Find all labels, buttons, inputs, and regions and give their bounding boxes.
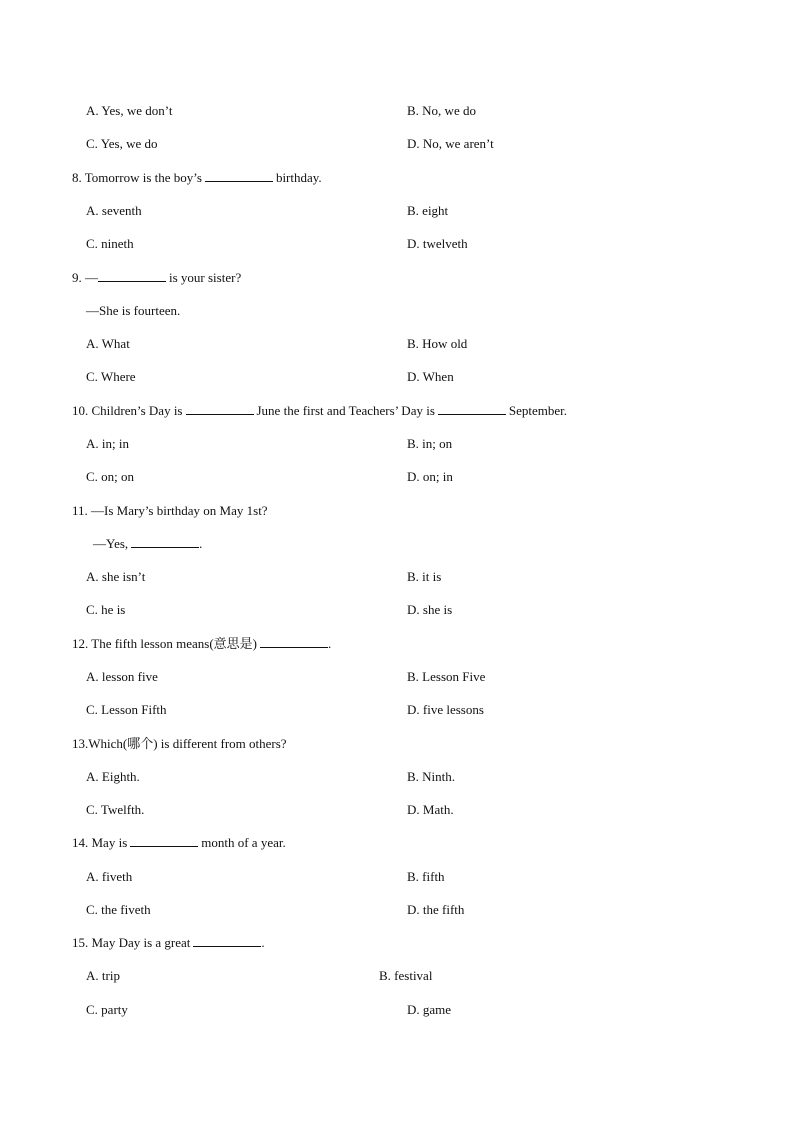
q7-option-a: A. Yes, we don’t <box>86 103 173 118</box>
q15-option-d: D. game <box>407 1002 452 1017</box>
q14-stem-after: month of a year. <box>201 835 286 850</box>
q14-stem-before: 14. May is <box>72 835 128 850</box>
q13-option-d: D. Math. <box>407 802 454 817</box>
q15-stem-before: 15. May Day is a great <box>72 935 191 950</box>
q14-option-a: A. fiveth <box>86 869 133 884</box>
q14-blank <box>130 835 198 847</box>
q8-stem-before: 8. Tomorrow is the boy’s <box>72 170 202 185</box>
q11-reply <box>93 536 202 552</box>
q15-stem <box>72 935 265 951</box>
q12-stem-before: 12. The fifth lesson means(意思是) <box>72 636 257 651</box>
q11-stem: 11. —Is Mary’s birthday on May 1st? <box>72 503 268 518</box>
q8-option-b: B. eight <box>407 203 449 218</box>
q12-blank <box>260 636 328 648</box>
q15-stem-after: . <box>261 935 265 950</box>
q8-stem <box>72 170 322 186</box>
q8-blank <box>205 170 273 182</box>
q11-option-c: C. he is <box>86 602 126 617</box>
q14-option-b: B. fifth <box>407 869 445 884</box>
q9-option-a: A. What <box>86 336 130 351</box>
q10-stem-part3: September. <box>508 403 568 418</box>
q14-option-c: C. the fiveth <box>86 902 151 917</box>
q11-reply-after: . <box>199 536 203 551</box>
q9-stem <box>72 270 241 286</box>
q10-option-d: D. on; in <box>407 469 453 484</box>
q8-option-d: D. twelveth <box>407 236 468 251</box>
q7-option-d: D. No, we aren’t <box>407 136 494 151</box>
q12-option-a: A. lesson five <box>86 669 158 684</box>
q7-option-b: B. No, we do <box>407 103 476 118</box>
q12-stem <box>72 636 331 652</box>
q11-option-d: D. she is <box>407 602 453 617</box>
q10-blank-2 <box>438 403 506 415</box>
q10-stem-part2: June the first and Teachers’ Day is <box>256 403 435 418</box>
q9-stem-before: 9. — <box>72 270 98 285</box>
q11-blank <box>131 536 199 548</box>
q10-blank-1 <box>186 403 254 415</box>
q11-option-a: A. she isn’t <box>86 569 146 584</box>
q13-option-b: B. Ninth. <box>407 769 456 784</box>
q15-option-b: B. festival <box>379 968 433 983</box>
q7-option-c: C. Yes, we do <box>86 136 158 151</box>
q9-stem-after: is your sister? <box>169 270 242 285</box>
q10-option-c: C. on; on <box>86 469 135 484</box>
q9-option-c: C. Where <box>86 369 136 384</box>
q13-option-c: C. Twelfth. <box>86 802 145 817</box>
q12-option-d: D. five lessons <box>407 702 484 717</box>
q12-option-c: C. Lesson Fifth <box>86 702 167 717</box>
q15-option-a: A. trip <box>86 968 120 983</box>
q10-stem-part1: 10. Children’s Day is <box>72 403 183 418</box>
q12-option-b: B. Lesson Five <box>407 669 486 684</box>
q13-option-a: A. Eighth. <box>86 769 140 784</box>
q14-option-d: D. the fifth <box>407 902 465 917</box>
q9-blank <box>98 270 166 282</box>
q9-reply: —She is fourteen. <box>86 303 181 318</box>
q13-stem: 13.Which(哪个) is different from others? <box>72 736 287 751</box>
q15-option-c: C. party <box>86 1002 128 1017</box>
q11-option-b: B. it is <box>407 569 442 584</box>
q8-option-a: A. seventh <box>86 203 142 218</box>
q8-stem-after: birthday. <box>275 170 322 185</box>
q14-stem <box>72 835 286 851</box>
q9-option-b: B. How old <box>407 336 468 351</box>
q15-blank <box>193 935 261 947</box>
q11-reply-before: —Yes, <box>93 536 129 551</box>
q12-stem-after: . <box>327 636 332 651</box>
q10-option-b: B. in; on <box>407 436 453 451</box>
q8-option-c: C. nineth <box>86 236 134 251</box>
q10-stem <box>72 403 567 419</box>
q10-option-a: A. in; in <box>86 436 129 451</box>
q9-option-d: D. When <box>407 369 454 384</box>
